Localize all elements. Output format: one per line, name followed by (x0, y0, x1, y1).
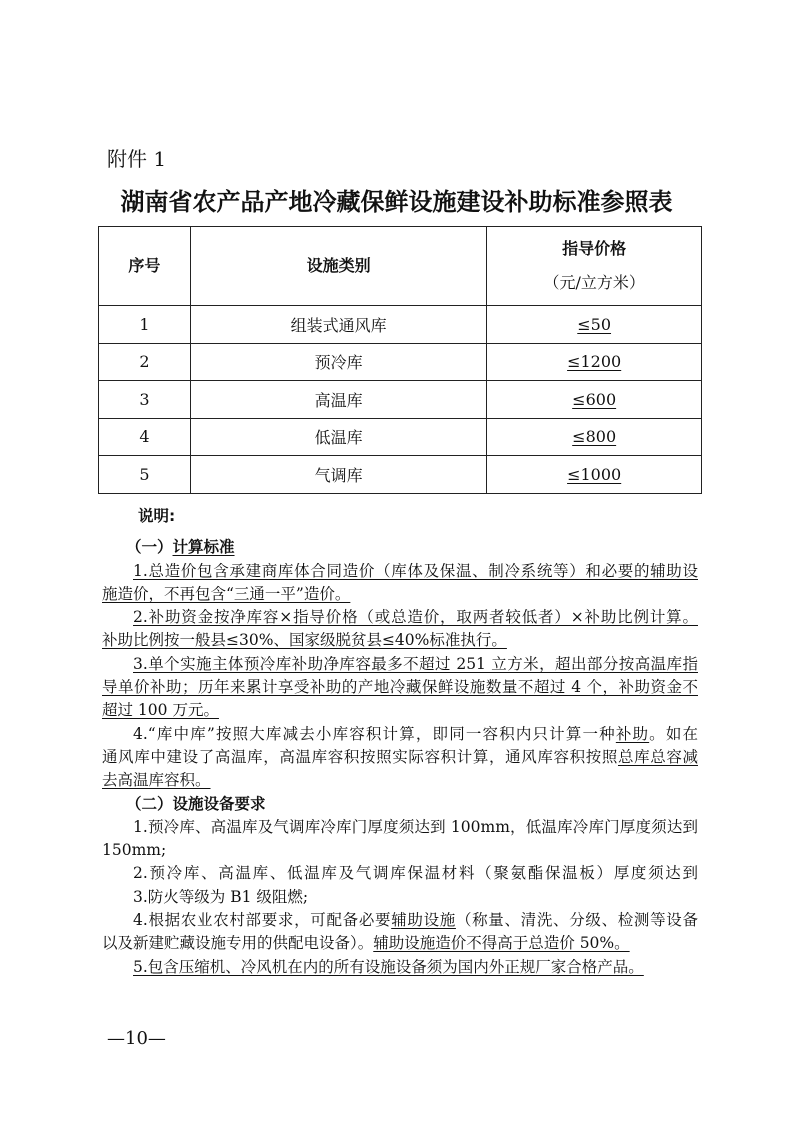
page-number: —10— (107, 1028, 166, 1049)
notes-section (102, 505, 698, 979)
note-text: 4.根据农业农村部要求，可配备必要 (133, 911, 392, 930)
note-line: 2.预冷库、高温库、低温库及气调库保温材料（聚氨酯保温板）厚度须达到 (133, 864, 698, 883)
table-row (99, 306, 702, 344)
price-value: ≤1200 (567, 352, 622, 372)
note-line (102, 746, 698, 769)
price-value: ≤1000 (567, 464, 622, 484)
table-header-row (99, 227, 702, 306)
attachment-label: 附件 1 (107, 147, 167, 171)
notes-label: 说明: (138, 507, 176, 525)
note-line: 1.总造价包含承建商库体合同造价（库体及保温、制冷系统等）和必要的辅助设 (133, 561, 698, 580)
cell-price (487, 306, 702, 344)
note-text-underlined: 辅助设施 (391, 911, 456, 930)
note-text: 通风库中建设了高温库，高温库容积按照实际容积计算，通风库容积按照 (102, 747, 618, 766)
cell-category: 组装式通风库 (190, 306, 486, 344)
note-text: 4.“库中库”按照大库减去小库容积计算，即同一容积内只计算一种 (133, 724, 616, 743)
note-line: 导单价补助；历年来累计享受补助的产地冷藏保鲜设施数量不超过 4 个，补助资金不 (102, 678, 698, 697)
cell-no: 4 (99, 418, 191, 456)
cell-price (487, 456, 702, 494)
note-line (102, 932, 698, 955)
note-line: 2.补助资金按净库容×指导价格（或总造价，取两者较低者）×补助比例计算。 (133, 608, 698, 627)
section-heading-1 (102, 536, 698, 559)
note-text: 以及新建贮藏设施专用的供配电设备）。 (102, 934, 374, 953)
cell-no: 5 (99, 456, 191, 494)
header-price-unit: （元/立方米） (543, 273, 645, 292)
table-row (99, 456, 702, 494)
note-line: 150mm; (102, 841, 167, 860)
table-row (99, 381, 702, 419)
note-line: 1.预冷库、高温库及气调库冷库门厚度须达到 100mm，低温库冷库门厚度须达到 (133, 817, 698, 836)
table-row (99, 343, 702, 381)
header-price-title: 指导价格 (562, 239, 627, 258)
page-title: 湖南省农产品产地冷藏保鲜设施建设补助标准参照表 (120, 188, 673, 216)
note-text: 。如在 (649, 724, 698, 743)
note-text: （称量、清洗、分级、检测等设备 (455, 911, 698, 930)
price-value: ≤50 (577, 314, 612, 334)
section-prefix: （一） (126, 538, 173, 557)
cell-price (487, 418, 702, 456)
section-title: 计算标准 (172, 538, 235, 557)
cell-no: 2 (99, 343, 191, 381)
table-row (99, 418, 702, 456)
header-price (487, 227, 702, 306)
cell-price (487, 381, 702, 419)
cell-price (487, 343, 702, 381)
note-line: 3.防火等级为 B1 级阻燃; (133, 887, 309, 906)
header-category: 设施类别 (190, 227, 486, 306)
note-text-underlined: 辅助设施造价不得高于总造价 50%。 (373, 934, 630, 953)
note-line: 3.单个实施主体预冷库补助净库容最多不超过 251 立方米，超出部分按高温库指 (133, 654, 698, 673)
header-no: 序号 (99, 227, 191, 306)
cell-no: 1 (99, 306, 191, 344)
note-line (102, 723, 698, 746)
subsidy-table (98, 226, 702, 494)
note-line: 5.包含压缩机、冷风机在内的所有设施设备须为国内外正规厂家合格产品。 (133, 957, 644, 976)
cell-no: 3 (99, 381, 191, 419)
section-heading-2: （二）设施设备要求 (126, 794, 266, 813)
cell-category: 高温库 (190, 381, 486, 419)
price-value: ≤600 (572, 389, 617, 409)
note-line: 去高温库容积。 (102, 771, 211, 790)
cell-category: 低温库 (190, 418, 486, 456)
note-line: 施造价，不再包含“三通一平”造价。 (102, 584, 351, 603)
cell-category: 预冷库 (190, 343, 486, 381)
note-line: 补助比例按一般县≤30%、国家级脱贫县≤40%标准执行。 (102, 631, 507, 650)
price-value: ≤800 (572, 427, 617, 447)
cell-category: 气调库 (190, 456, 486, 494)
note-text-underlined: 总库总容减 (617, 747, 698, 766)
note-text-underlined: 补助 (615, 724, 650, 743)
note-line (102, 909, 698, 932)
note-line: 超过 100 万元。 (102, 701, 219, 720)
